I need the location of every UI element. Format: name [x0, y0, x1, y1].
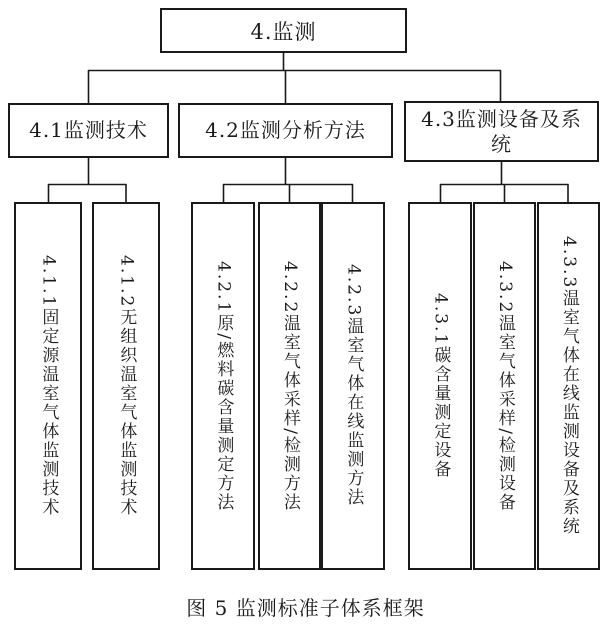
leaf-node-4-2-3: [321, 202, 385, 570]
leaf-node-4-3-3: [537, 202, 600, 570]
figure-caption: 图 5 监测标准子体系框架: [186, 596, 425, 620]
branch-node-label: 4.1监测技术: [29, 118, 148, 142]
branch-node-4-3-equipment-systems: [404, 101, 599, 162]
root-node-monitoring: [160, 8, 407, 53]
leaf-node-label: 4.1.2无组织温室气体监测技术: [116, 254, 137, 518]
leaf-node-label: 4.2.2温室气体采样/检测方法: [279, 260, 300, 512]
leaf-node-4-3-1: [408, 202, 472, 570]
branch-node-4-2-analysis-methods: [178, 103, 393, 158]
leaf-node-4-2-2: [258, 202, 321, 570]
leaf-node-label: 4.3.2温室气体采样/检测设备: [494, 260, 515, 512]
leaf-node-label: 4.3.3温室气体在线监测设备及系统: [558, 235, 579, 537]
leaf-node-4-2-1: [191, 202, 255, 570]
root-node-label: 4.监测: [250, 19, 317, 44]
leaf-node-4-1-2: [92, 202, 160, 570]
branch-node-4-1-monitoring-technology: [8, 103, 169, 158]
branch-node-label: 4.3监测设备及系统: [421, 106, 582, 156]
branch-node-label: 4.2监测分析方法: [205, 118, 366, 142]
leaf-node-label: 4.3.1碳含量测定设备: [430, 292, 451, 480]
leaf-node-label: 4.2.3温室气体在线监测方法: [343, 264, 364, 508]
leaf-node-label: 4.1.1固定源温室气体监测技术: [38, 254, 59, 518]
leaf-node-4-3-2: [473, 202, 536, 570]
leaf-node-4-1-1: [14, 202, 82, 570]
leaf-node-label: 4.2.1原/燃料碳含量测定方法: [213, 260, 234, 512]
